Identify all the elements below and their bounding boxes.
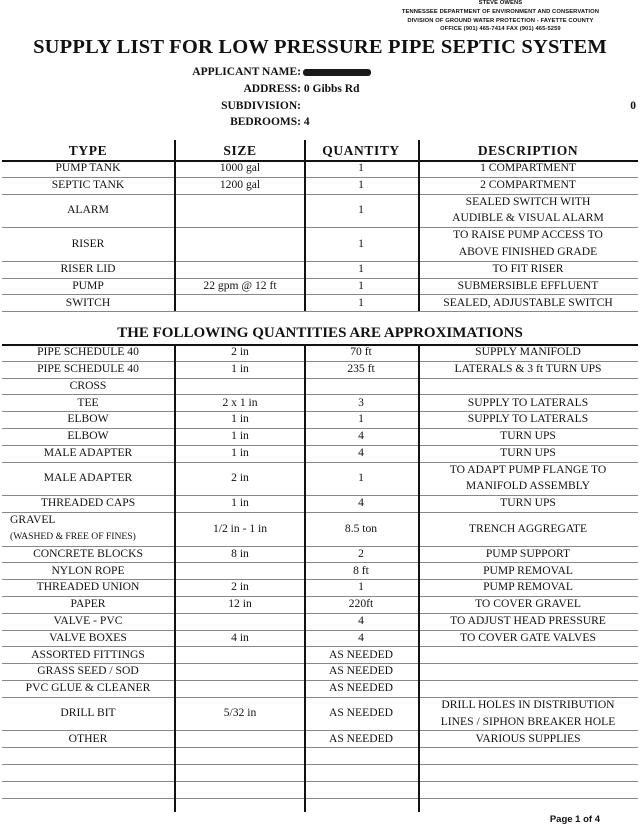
quantity-cell: 70 ft xyxy=(350,345,372,359)
description-line: SUBMERSIBLE EFFLUENT xyxy=(457,278,599,292)
description-line: TURN UPS xyxy=(500,445,556,459)
size-cell: 1 in xyxy=(231,361,249,375)
quantity-cell: 2 xyxy=(358,546,364,560)
type-cell: CROSS xyxy=(69,378,107,392)
quantity-cell: 1 xyxy=(358,471,364,485)
supply-table xyxy=(2,0,638,829)
document-title: SUPPLY LIST FOR LOW PRESSURE PIPE SEPTIC SYSTEM xyxy=(33,36,607,58)
quantity-cell: 4 xyxy=(358,613,364,627)
approximations-heading: THE FOLLOWING QUANTITIES ARE APPROXIMATIONS xyxy=(117,325,523,341)
description-cell xyxy=(418,546,638,563)
description-cell xyxy=(418,731,638,748)
description-line: PUMP SUPPORT xyxy=(485,546,571,560)
column-divider xyxy=(174,140,176,311)
column-header-type: TYPE xyxy=(68,143,108,158)
type-cell: RISER xyxy=(71,236,105,250)
description-line: TURN UPS xyxy=(500,496,556,510)
quantity-cell: 8.5 ton xyxy=(344,521,378,535)
size-cell: 1 in xyxy=(231,412,249,426)
type-cell: MALE ADAPTER xyxy=(43,471,133,485)
type-cell: PAPER xyxy=(70,597,106,611)
description-line: PUMP REMOVAL xyxy=(483,563,573,577)
quantity-cell: 1 xyxy=(358,177,364,191)
description-line: 1 COMPARTMENT xyxy=(480,161,576,175)
type-cell: VALVE BOXES xyxy=(49,630,127,644)
header-division: DIVISION OF GROUND WATER PROTECTION - FAYETTE COUNTY xyxy=(407,17,594,24)
description-cell xyxy=(418,261,638,278)
row-divider xyxy=(2,311,638,312)
quantity-cell: 1 xyxy=(358,203,364,217)
description-line: TRENCH AGGREGATE xyxy=(468,521,588,535)
type-cell: ELBOW xyxy=(67,429,109,443)
type-cell: PIPE SCHEDULE 40 xyxy=(37,345,139,359)
quantity-cell: AS NEEDED xyxy=(328,681,394,695)
description-cell xyxy=(418,521,638,538)
description-cell xyxy=(418,344,638,361)
description-line: SEALED SWITCH WITH xyxy=(465,194,591,208)
quantity-cell: AS NEEDED xyxy=(328,647,394,661)
quantity-cell: 1 xyxy=(358,580,364,594)
description-line: TURN UPS xyxy=(500,429,556,443)
quantity-cell: 1 xyxy=(358,236,364,250)
quantity-cell: AS NEEDED xyxy=(328,664,394,678)
description-line: SUPPLY MANIFOLD xyxy=(475,345,581,359)
description-cell xyxy=(418,177,638,194)
description-cell xyxy=(418,411,638,428)
size-cell: 4 in xyxy=(231,630,249,644)
quantity-cell: 220ft xyxy=(348,597,374,611)
size-cell: 1000 gal xyxy=(219,161,261,175)
size-cell: 1 in xyxy=(231,445,249,459)
type-cell: MALE ADAPTER xyxy=(43,445,133,459)
quantity-cell: 1 xyxy=(358,278,364,292)
description-cell xyxy=(418,194,638,227)
type-cell: ELBOW xyxy=(67,412,109,426)
description-line: TO ADJUST HEAD PRESSURE xyxy=(450,613,606,627)
type-cell: THREADED UNION xyxy=(36,580,140,594)
type-cell: RISER LID xyxy=(60,261,116,275)
description-cell xyxy=(418,579,638,596)
type-cell: PIPE SCHEDULE 40 xyxy=(37,361,139,375)
description-line: TO COVER GRAVEL xyxy=(475,597,581,611)
quantity-cell: 235 ft xyxy=(347,361,375,375)
quantity-cell: 4 xyxy=(358,445,364,459)
quantity-cell: 1 xyxy=(358,412,364,426)
header-department: TENNESSEE DEPARTMENT OF ENVIRONMENT AND CONSERVATION xyxy=(401,8,599,15)
column-divider xyxy=(418,140,420,311)
quantity-cell: 1 xyxy=(358,295,364,309)
description-cell xyxy=(418,278,638,295)
type-cell: TEE xyxy=(77,395,99,409)
bedrooms-value: 4 xyxy=(303,116,310,128)
type-cell: DRILL BIT xyxy=(60,706,116,720)
row-divider xyxy=(2,747,638,748)
size-cell: 1 in xyxy=(231,496,249,510)
column-divider xyxy=(304,140,306,311)
address-label: ADDRESS: xyxy=(243,83,301,95)
bedrooms-label: BEDROOMS: xyxy=(230,116,301,128)
description-line: MANIFOLD ASSEMBLY xyxy=(465,479,591,493)
row-divider xyxy=(2,764,638,765)
description-cell xyxy=(418,445,638,462)
column-header-description: DESCRIPTION xyxy=(477,143,579,158)
description-line: TO FIT RISER xyxy=(492,261,564,275)
size-cell: 8 in xyxy=(231,546,249,560)
description-cell xyxy=(418,227,638,260)
header-contact: OFFICE (901) 465-7414 FAX (901) 465-5259 xyxy=(440,26,561,33)
column-divider xyxy=(174,344,176,812)
quantity-cell: 4 xyxy=(358,496,364,510)
type-cell xyxy=(2,512,182,545)
description-cell xyxy=(418,613,638,630)
column-header-size: SIZE xyxy=(223,143,257,158)
header-person: STEVE OWENS xyxy=(478,0,523,6)
row-divider xyxy=(2,798,638,799)
type-cell: ASSORTED FITTINGS xyxy=(31,647,145,661)
description-line: PUMP REMOVAL xyxy=(483,580,573,594)
description-line: TO COVER GATE VALVES xyxy=(460,630,596,644)
subdivision-label: SUBDIVISION: xyxy=(221,100,301,112)
quantity-cell: AS NEEDED xyxy=(328,706,394,720)
description-line: LATERALS & 3 ft TURN UPS xyxy=(454,361,602,375)
row-divider xyxy=(2,781,638,782)
type-cell: PVC GLUE & CLEANER xyxy=(25,681,151,695)
description-line: TO RAISE PUMP ACCESS TO xyxy=(453,228,603,242)
type-cell: THREADED CAPS xyxy=(40,496,136,510)
description-line: VARIOUS SUPPLIES xyxy=(475,731,581,745)
size-cell: 1200 gal xyxy=(219,177,261,191)
type-cell: OTHER xyxy=(68,731,108,745)
type-cell: GRASS SEED / SOD xyxy=(37,664,139,678)
quantity-cell: AS NEEDED xyxy=(328,731,394,745)
quantity-cell: 4 xyxy=(358,429,364,443)
description-line: TO ADAPT PUMP FLANGE TO xyxy=(449,462,607,476)
type-subtext: (WASHED & FREE OF FINES) xyxy=(10,530,136,542)
column-divider xyxy=(304,344,306,812)
description-line: SEALED, ADJUSTABLE SWITCH xyxy=(443,295,613,309)
description-cell xyxy=(418,462,638,495)
size-cell: 5/32 in xyxy=(223,706,257,720)
type-cell: VALVE - PVC xyxy=(53,613,123,627)
page-number: Page 1 of 4 xyxy=(549,814,600,825)
quantity-cell: 8 ft xyxy=(353,563,369,577)
description-cell xyxy=(418,395,638,412)
description-cell xyxy=(418,596,638,613)
type-cell: SWITCH xyxy=(65,295,111,309)
description-line: ABOVE FINISHED GRADE xyxy=(458,244,598,258)
type-cell: CONCRETE BLOCKS xyxy=(33,546,143,560)
description-cell xyxy=(418,697,638,730)
address-value: 0 Gibbs Rd xyxy=(303,83,360,95)
description-cell xyxy=(418,160,638,177)
description-line: 2 COMPARTMENT xyxy=(480,177,576,191)
description-line: AUDIBLE & VISUAL ALARM xyxy=(452,211,604,225)
description-line: SUPPLY TO LATERALS xyxy=(467,412,589,426)
size-cell: 2 in xyxy=(231,345,249,359)
size-cell: 12 in xyxy=(228,597,252,611)
applicant-name-label: APPLICANT NAME: xyxy=(192,66,301,78)
size-cell: 2 in xyxy=(231,580,249,594)
quantity-cell: 1 xyxy=(358,261,364,275)
quantity-cell: 3 xyxy=(358,395,364,409)
quantity-cell: 1 xyxy=(358,161,364,175)
size-cell: 1/2 in - 1 in xyxy=(212,521,268,535)
description-cell xyxy=(418,495,638,512)
size-cell: 2 in xyxy=(231,471,249,485)
type-cell: PUMP xyxy=(72,278,104,292)
description-line: DRILL HOLES IN DISTRIBUTION xyxy=(441,698,615,711)
description-line: LINES / SIPHON BREAKER HOLE xyxy=(440,714,616,728)
type-cell: PUMP TANK xyxy=(55,161,121,175)
type-text: GRAVEL xyxy=(10,513,56,527)
quantity-cell: 4 xyxy=(358,630,364,644)
subdivision-value: 0 xyxy=(630,100,636,112)
type-cell: ALARM xyxy=(67,203,109,217)
size-cell: 2 x 1 in xyxy=(222,395,258,409)
description-cell xyxy=(418,295,638,312)
type-cell: SEPTIC TANK xyxy=(51,177,125,191)
description-cell xyxy=(418,630,638,647)
type-cell: NYLON ROPE xyxy=(51,563,125,577)
description-cell xyxy=(418,361,638,378)
description-line: SUPPLY TO LATERALS xyxy=(467,395,589,409)
description-cell xyxy=(418,428,638,445)
column-divider xyxy=(418,344,420,812)
column-header-quantity: QUANTITY xyxy=(322,143,400,158)
description-cell xyxy=(418,563,638,580)
size-cell: 22 gpm @ 12 ft xyxy=(203,278,277,292)
size-cell: 1 in xyxy=(231,429,249,443)
